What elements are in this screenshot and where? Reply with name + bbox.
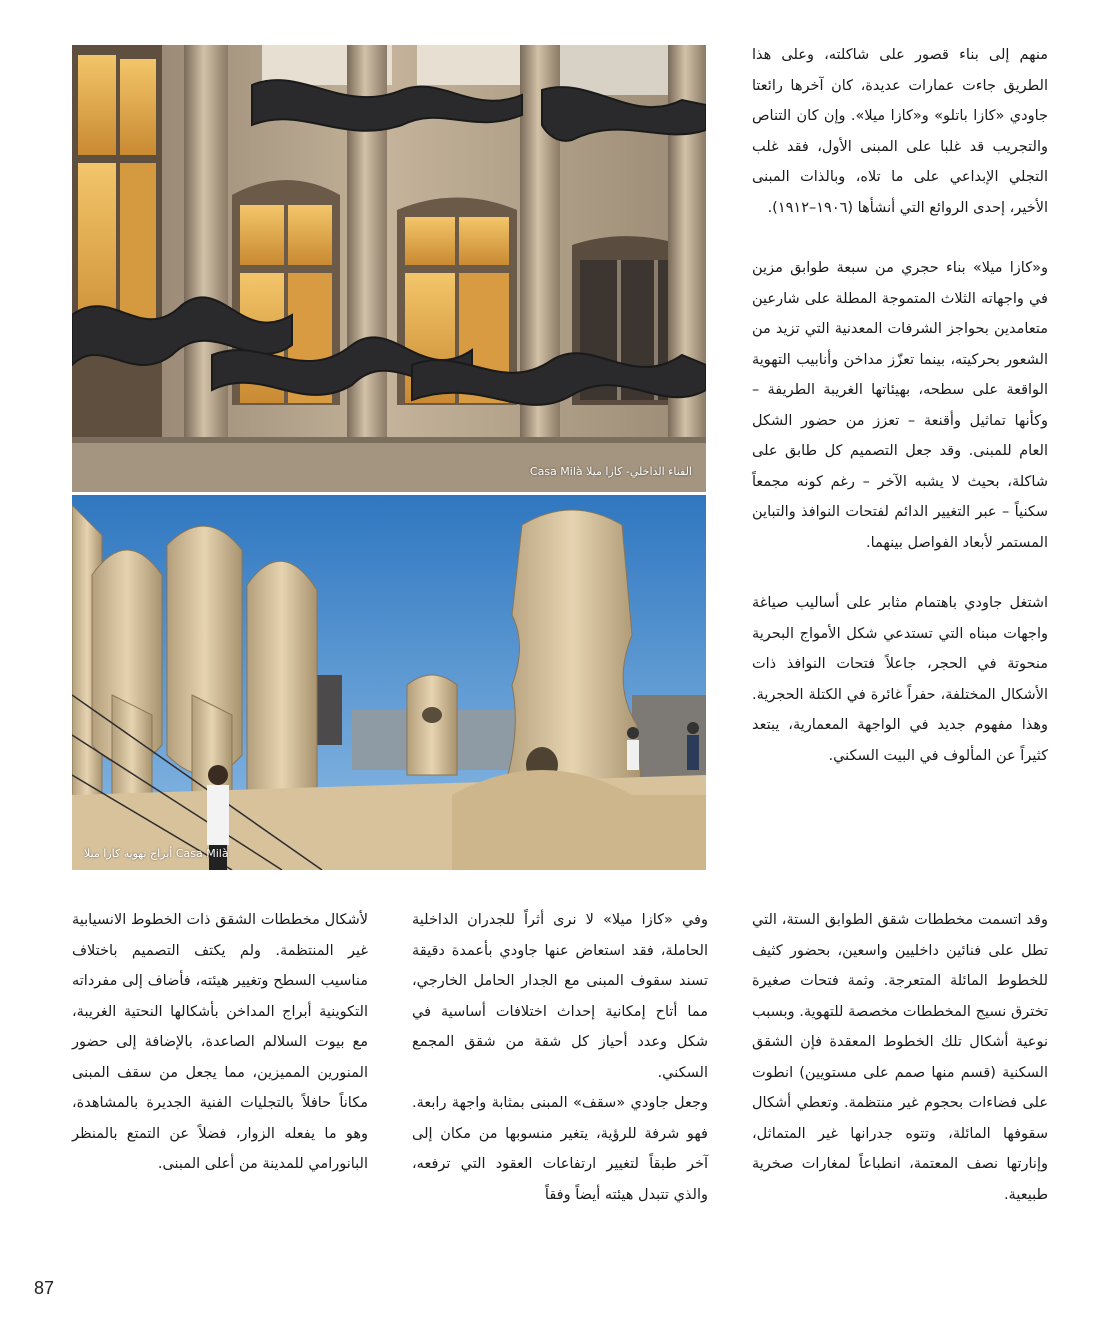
paragraph: منهم إلى بناء قصور على شاكلته، وعلى هذا الطريق جاءت عمارات عديدة، كان آخرها رائعتا جاودي «كازا باتلو» و«كازا ميلا». وإن كان التناص والتجريب قد غلبا على المبنى الأول، فقد غلب التجلي الإبداعي على ما تلاه، وبالذات المبنى الأخير، إحدى الروائع التي أنشأها (١٩٠٦–١٩١٢).: [752, 47, 1048, 216]
paragraph: اشتغل جاودي باهتمام مثابر على أساليب صياغة واجهات مبناه التي تستدعي شكل الأمواج البحرية منحوتة في الحجر، جاعلاً فتحات النوافذ ذات الأشكال المختلفة، حفراً غائرة في الكتلة الحجرية. وهذا مفهوم جديد في الواجهة المعمارية، يبتعد كثيراً عن المألوف في البيت السكني.: [752, 595, 1048, 764]
facade-photo: [72, 45, 706, 492]
photo-caption: أبراج تهوية كازا ميلا Casa Milà: [84, 847, 229, 860]
page-number: 87: [34, 1278, 55, 1298]
photo-caption: الفناء الداخلي- كازا ميلا Casa Milà: [529, 465, 692, 478]
article-column-right-top: [752, 40, 1048, 771]
facade-windows-balconies-icon: [72, 45, 706, 492]
article-column-right-bottom: [752, 905, 1048, 1210]
paragraph: وقد اتسمت مخططات شقق الطوابق الستة، التي تطل على فنائين داخليين واسعين، بحضور كثيف للخطوط المائلة المتعرجة. وثمة فتحات صغيرة تخترق نسيج المخططات مخصصة للتهوية. وبسبب نوعية أشكال تلك الخطوط المعقدة فإن الشقق السكنية (قسم منها صمم على مستويين) انطوت على فضاءات بحجوم غير منتظمة. وتعطي أشكال سقوفها المائلة، وتتوه جدرانها غير المتماثل، وإنارتها نصف المعتمة، انطباعاً لمغارات صخرية طبيعية.: [752, 912, 1048, 1203]
paragraph: و«كازا ميلا» بناء حجري من سبعة طوابق مزين في واجهاته الثلاث المتموجة المطلة على شارعين متعامدين بحواجز الشرفات المعدنية التي تزيد من الشعور بحركيته، بينما تعزّز مداخن وأنابيب التهوية الواقعة على سطحه، بهيئاتها الغريبة الطريفة – وكأنها تماثيل وأقنعة – تعزز من حضور الشكل العام للمبنى. وقد جعل التصميم كل طابق على شاكلة، بحيث لا يشبه الآخر – رغم كونه مجمعاً سكنياً – عبر التغيير الدائم لفتحات النوافذ والتباين المستمر لأبعاد الفواصل بينهما.: [752, 260, 1048, 551]
rooftop-photo: [72, 495, 706, 870]
paragraph: وفي «كازا ميلا» لا نرى أثراً للجدران الداخلية الحاملة، فقد استعاض عنها جاودي بأعمدة دقيقة تسند سقوف المبنى مع الجدار الحامل الخارجي، مما أتاح إمكانية إحداث اختلافات أساسية في شكل وعدد أحياز كل شقة من شقق المجمع السكني.: [412, 912, 708, 1081]
paragraph: لأشكال مخططات الشقق ذات الخطوط الانسيابية غير المنتظمة. ولم يكتف التصميم باختلاف مناسيب السطح وتغيير هيئته، فأضاف إلى مفرداته التكوينية أبراج المداخن بأشكالها النحتية الغريبة، مع بيوت السلالم الصاعدة، بالإضافة إلى حضور المنورين المميزين، مما يجعل من سقف المبنى مكاناً حافلاً بالتجليات الفنية الجديرة بالمشاهدة، وهو ما يفعله الزوار، فضلاً عن التمتع بالمنظر البانورامي للمدينة من أعلى المبنى.: [72, 912, 368, 1172]
paragraph: وجعل جاودي «سقف» المبنى بمثابة واجهة رابعة. فهو شرفة للرؤية، يتغير منسوبها من مكان إلى آخر طبقاً لتغيير ارتفاعات العقود التي ترفعه، والذي تتبدل هيئته أيضاً وفقاً: [412, 1095, 708, 1203]
article-column-middle-bottom: [412, 905, 708, 1210]
article-column-left-bottom: [72, 905, 368, 1180]
rooftop-chimneys-icon: [72, 495, 706, 870]
